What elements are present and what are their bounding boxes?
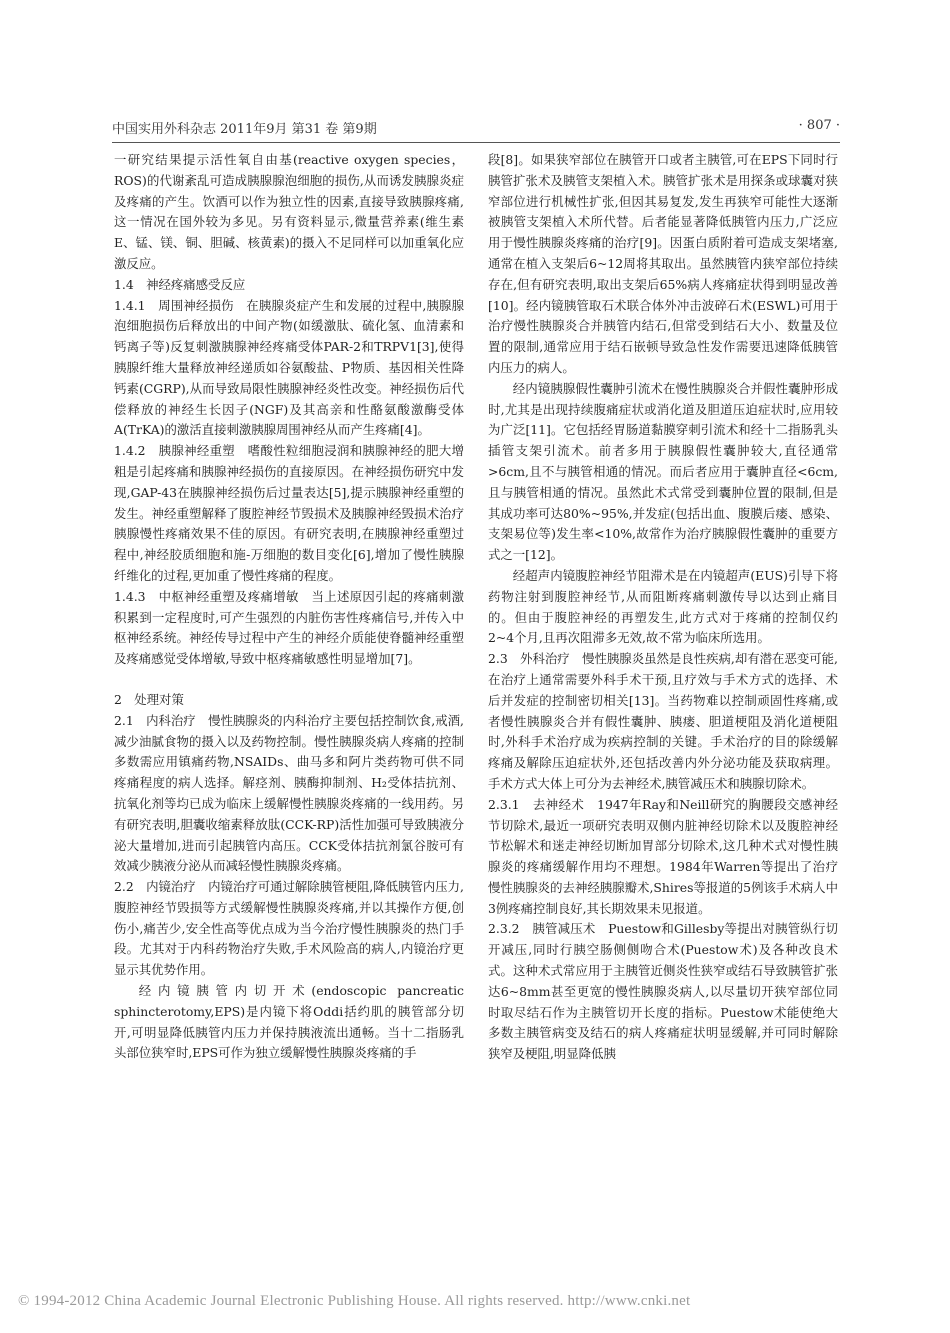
header-rule (112, 142, 840, 143)
paragraph: 2.1 内科治疗 慢性胰腺炎的内科治疗主要包括控制饮食,戒酒,减少油腻食物的摄入以及药物控制。慢性胰腺炎病人疼痛的控制多数需应用镇痛药物,NSAIDs、曲马多和阿片类药物可供不同疼痛程度的病人选择。解痉剂、胰酶抑制剂、H₂受体拮抗剂、抗氧化剂等均已成为临床上缓解慢性胰腺炎疼痛的一线用药。另有研究表明,胆囊收缩素释放肽(CCK-RP)活性加强可导致胰液分泌大量增加,进而引起胰管内高压。CCK受体拮抗剂氯谷胺可有效减少胰液分泌从而减轻慢性胰腺炎疼痛。 (114, 712, 464, 874)
left-column (114, 150, 464, 1064)
right-column (488, 150, 838, 1065)
paragraph: 2.3.1 去神经术 1947年Ray和Neill研究的胸腰段交感神经节切除术,最近一项研究表明双侧内脏神经切除术以及腹腔神经节松解术和迷走神经切断加胃部分切除术,这几种术式对慢性胰腺炎的疼痛缓解作用均不理想。1984年Warren等提出了治疗慢性胰腺炎的去神经胰腺瓣术,Shires等报道的5例该手术病人中3例疼痛控制良好,其长期效果未见报道。 (488, 796, 838, 916)
copyright-footer: © 1994-2012 China Academic Journal Electronic Publishing House. All rights reserved. http://www.cnki.net (18, 1293, 691, 1309)
section-heading: 2 处理对策 (114, 691, 184, 707)
paragraph: 1.4.2 胰腺神经重塑 嗜酸性粒细胞浸润和胰腺神经的肥大增粗是引起疼痛和胰腺神经损伤的直接原因。在神经损伤研究中发现,GAP-43在胰腺神经损伤后过量表达[5],提示胰腺神经重塑的发生。神经重塑解释了腹腔神经节毁损术及胰腺神经毁损术治疗胰腺慢性疼痛效果不佳的原因。有研究表明,在胰腺神经重塑过程中,神经胶质细胞和施-万细胞的数目变化[6],增加了慢性胰腺纤维化的过程,更加重了慢性疼痛的程度。 (114, 443, 464, 583)
paragraph: 1.4.3 中枢神经重塑及疼痛增敏 当上述原因引起的疼痛刺激积累到一定程度时,可产生强烈的内脏伤害性疼痛信号,并传入中枢神经系统。神经传导过程中产生的神经介质能使脊髓神经重塑及疼痛感觉受体增敏,导致中枢疼痛敏感性明显增加[7]。 (114, 588, 464, 667)
paragraph: 经超声内镜腹腔神经节阻滞术是在内镜超声(EUS)引导下将药物注射到腹腔神经节,从而阻断疼痛刺激传导以达到止痛目的。但由于腹腔神经的再塑发生,此方式对于疼痛的控制仅约2~4个月,且再次阻滞多无效,故不常为临床所选用。 (488, 567, 838, 646)
page-number: · 807 · (798, 118, 840, 133)
paragraph: 经内镜胰腺假性囊肿引流术在慢性胰腺炎合并假性囊肿形成时,尤其是出现持续腹痛症状或消化道及胆道压迫症状时,应用较为广泛[11]。它包括经胃肠道黏膜穿刺引流术和经十二指肠乳头插管支架引流术。前者多用于胰腺假性囊肿较大,直径通常>6cm,且不与胰管相通的情况。而后者应用于囊肿直径<6cm,且与胰管相通的情况。虽然此术式常受到囊肿位置的限制,但是其成功率可达80%~95%,并发症(包括出血、腹膜后瘘、感染、支架易位等)发生率<10%,故常作为治疗胰腺假性囊肿的重要方式之一[12]。 (488, 380, 838, 563)
paragraph: 1.4.1 周围神经损伤 在胰腺炎症产生和发展的过程中,胰腺腺泡细胞损伤后释放出的中间产物(如缓激肽、硫化氢、血清素和钙离子等)反复刺激胰腺神经疼痛受体PAR-2和TRPV1[3],使得胰腺纤维大量释放神经递质如谷氨酸盐、P物质、基因相关性降钙素(CGRP),从而导致局限性胰腺神经炎性改变。神经损伤后代偿释放的神经生长因子(NGF)及其高亲和性酪氨酸激酶受体A(TrKA)的激活直接刺激胰腺周围神经从而产生疼痛[4]。 (114, 297, 464, 438)
paragraph: 一研究结果提示活性氧自由基(reactive oxygen species，ROS)的代谢紊乱可造成胰腺腺泡细胞的损伤,从而诱发胰腺炎症及疼痛的产生。饮酒可以作为独立性的因素,直接导致胰腺疼痛,这一情况在国外较为多见。另有资料显示,微量营养素(维生素E、锰、镁、铜、胆碱、核黄素)的摄入不足同样可以加重氧化应激反应。 (114, 152, 464, 271)
paragraph: 经内镜胰管内切开术(endoscopic pancreatic sphincterotomy,EPS)是内镜下将Oddi括约肌的胰管部分切开,可明显降低胰管内压力并保持胰液流出通畅。当十二指肠乳头部位狭窄时,EPS可作为独立缓解慢性胰腺炎疼痛的手 (114, 983, 464, 1061)
paragraph: 2.3 外科治疗 慢性胰腺炎虽然是良性疾病,却有潜在恶变可能,在治疗上通常需要外科手术干预,且疗效与手术方式的选择、术后并发症的控制密切相关[13]。当药物难以控制顽固性疼痛,或者慢性胰腺炎合并有假性囊肿、胰瘘、胆道梗阻及消化道梗阻时,外科手术治疗成为疾病控制的关键。手术治疗的目的除缓解疼痛及解除压迫症状外,还包括改善内外分泌功能及获取病理。手术方式大体上可分为去神经术,胰管减压术和胰腺切除术。 (488, 651, 838, 791)
journal-citation: 中国实用外科杂志 2011年9月 第31 卷 第9期 (112, 122, 377, 137)
paragraph: 2.2 内镜治疗 内镜治疗可通过解除胰管梗阻,降低胰管内压力,腹腔神经节毁损等方式缓解慢性胰腺炎疼痛,并以其操作方便,创伤小,痛苦少,安全性高等优点成为当今治疗慢性胰腺炎的热门手段。尤其对于内科药物治疗失败,手术风险高的病人,内镜治疗更显示其优势作用。 (114, 879, 464, 978)
running-header (112, 118, 840, 140)
paragraph: 1.4 神经疼痛感受反应 (114, 276, 246, 292)
paragraph: 2.3.2 胰管减压术 Puestow和Gillesby等提出对胰管纵行切开减压,同时行胰空肠侧侧吻合术(Puestow术)及各种改良术式。这种术式常应用于主胰管近侧炎性狭窄或结石导致胰管扩张达6~8mm甚至更宽的慢性胰腺炎病人,以尽量切开狭窄部位同时取尽结石作为主胰管切开长度的指标。Puestow术能使绝大多数主胰管病变及结石的病人疼痛症状明显缓解,并可同时解除狭窄及梗阻,明显降低胰 (488, 921, 838, 1062)
paragraph: 段[8]。如果狭窄部位在胰管开口或者主胰管,可在EPS下同时行胰管扩张术及胰管支架植入术。胰管扩张术是用探条或球囊对狭窄部位进行机械性扩张,但因其易复发,发生再狭窄可能性大逐渐被胰管支架植入术所代替。后者能显著降低胰管内压力,广泛应用于慢性胰腺炎疼痛的治疗[9]。因蛋白质附着可造成支架堵塞,通常在植入支架后6~12周将其取出。虽然胰管内狭窄部位持续存在,但有研究表明,取出支架后65%病人疼痛症状得到明显改善[10]。经内镜胰管取石术联合体外冲击波碎石术(ESWL)可用于治疗慢性胰腺炎合并胰管内结石,但常受到结石大小、数量及位置的限制,通常应用于结石嵌顿导致急性发作需要迅速降低胰管内压力的病人。 (488, 152, 838, 375)
